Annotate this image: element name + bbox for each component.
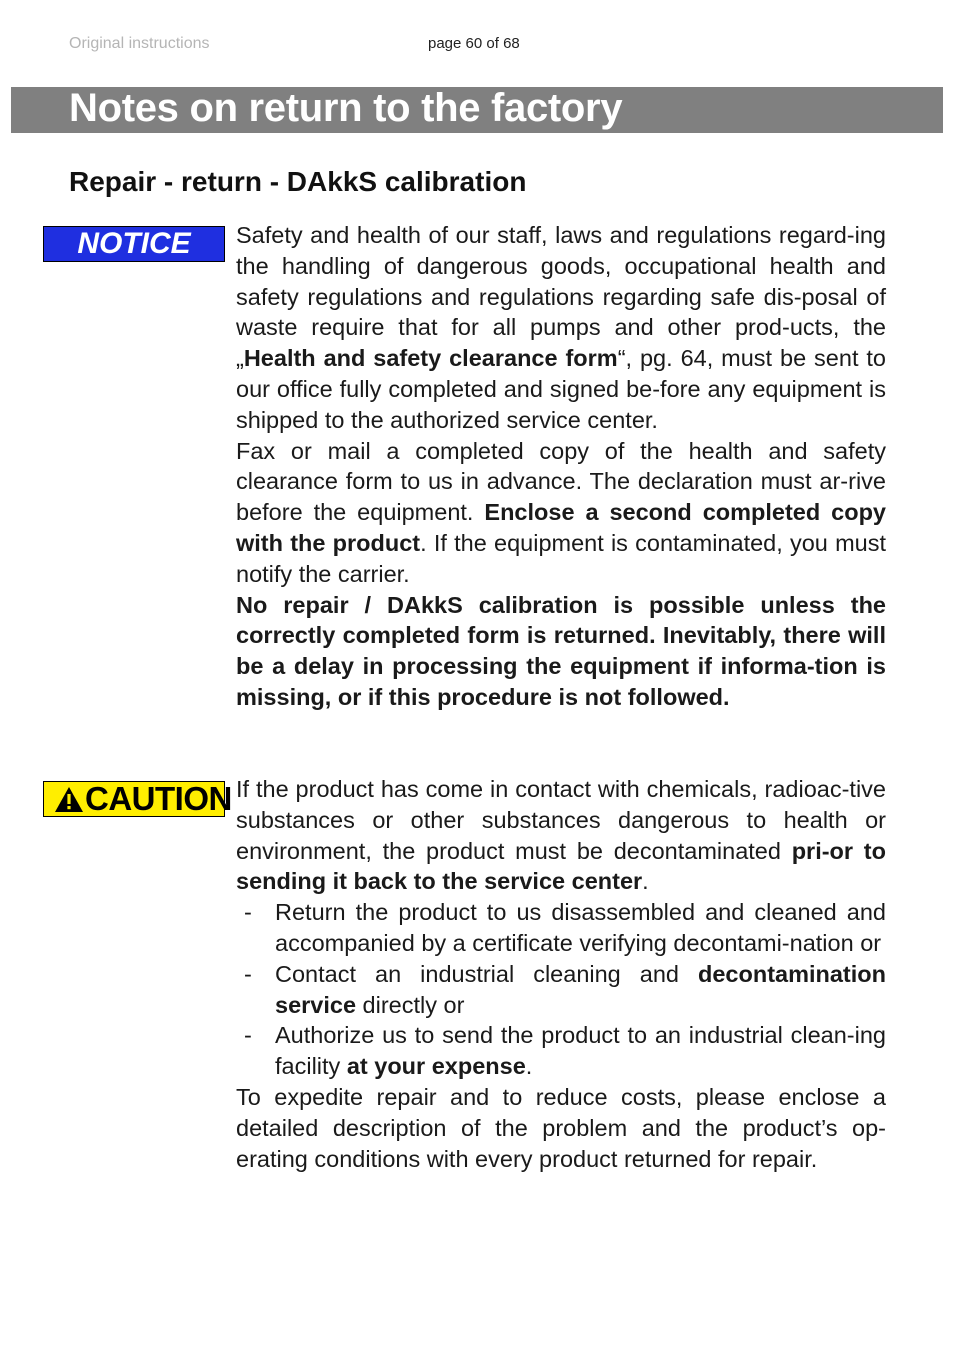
caution-text-block — [236, 774, 886, 1174]
list-item: - Contact an industrial cleaning and decontamination service directly or — [244, 960, 886, 1018]
caution-paragraph-2: To expedite repair and to reduce costs, please enclose a detailed description of the problem and the product’s op-erating conditions with every product returned for repair. — [236, 1083, 886, 1172]
list-item: - Authorize us to send the product to an industrial clean-ing facility at your expense. — [244, 1022, 886, 1080]
notice-paragraph-3: No repair / DAkkS calibration is possible unless the correctly completed form is returned. Inevitably, there will be a delay in processing the equipment if informa-tion is missing, or if this procedure is not followed. — [236, 591, 886, 710]
list-item: - Return the product to us disassembled and cleaned and accompanied by a certificate verifying decontami-nation or — [244, 899, 886, 956]
title-bar — [11, 87, 943, 133]
page-title: Notes on return to the factory — [69, 86, 623, 130]
page-number: page 60 of 68 — [428, 35, 520, 52]
warning-triangle-icon — [54, 786, 84, 813]
notice-paragraph-1: Safety and health of our staff, laws and regulations regard-ing the handling of dangerous goods, occupational health and safety regulations and regulations regarding safe dis-posal of waste require that for all pumps and other prod-ucts, the „Health and safety clearance form“, pg. 64, must be sent to our office fully completed and signed be-fore any equipment is shipped to the authorized service center. — [236, 222, 886, 433]
header-document-type: Original instructions — [69, 35, 210, 52]
notice-badge: NOTICE — [43, 226, 225, 262]
notice-paragraph-2: Fax or mail a completed copy of the health and safety clearance form to us in advance. The declaration must ar-rive before the equipment. Enclose a second completed copy with the product. If the equipment is contaminated, you must notify the carrier. — [236, 437, 887, 587]
caution-paragraph-1: If the product has come in contact with chemicals, radioac-tive substances or other substances dangerous to health or environment, the product must be decontaminated pri-or to sending it back to the service center. — [236, 776, 886, 895]
caution-badge: CAUTION — [43, 781, 225, 817]
clearance-form-reference: Health and safety clearance form — [243, 345, 618, 372]
decontamination-options-list — [236, 897, 886, 1082]
section-heading: Repair - return - DAkkS calibration — [69, 166, 527, 197]
notice-text-block — [236, 220, 886, 713]
